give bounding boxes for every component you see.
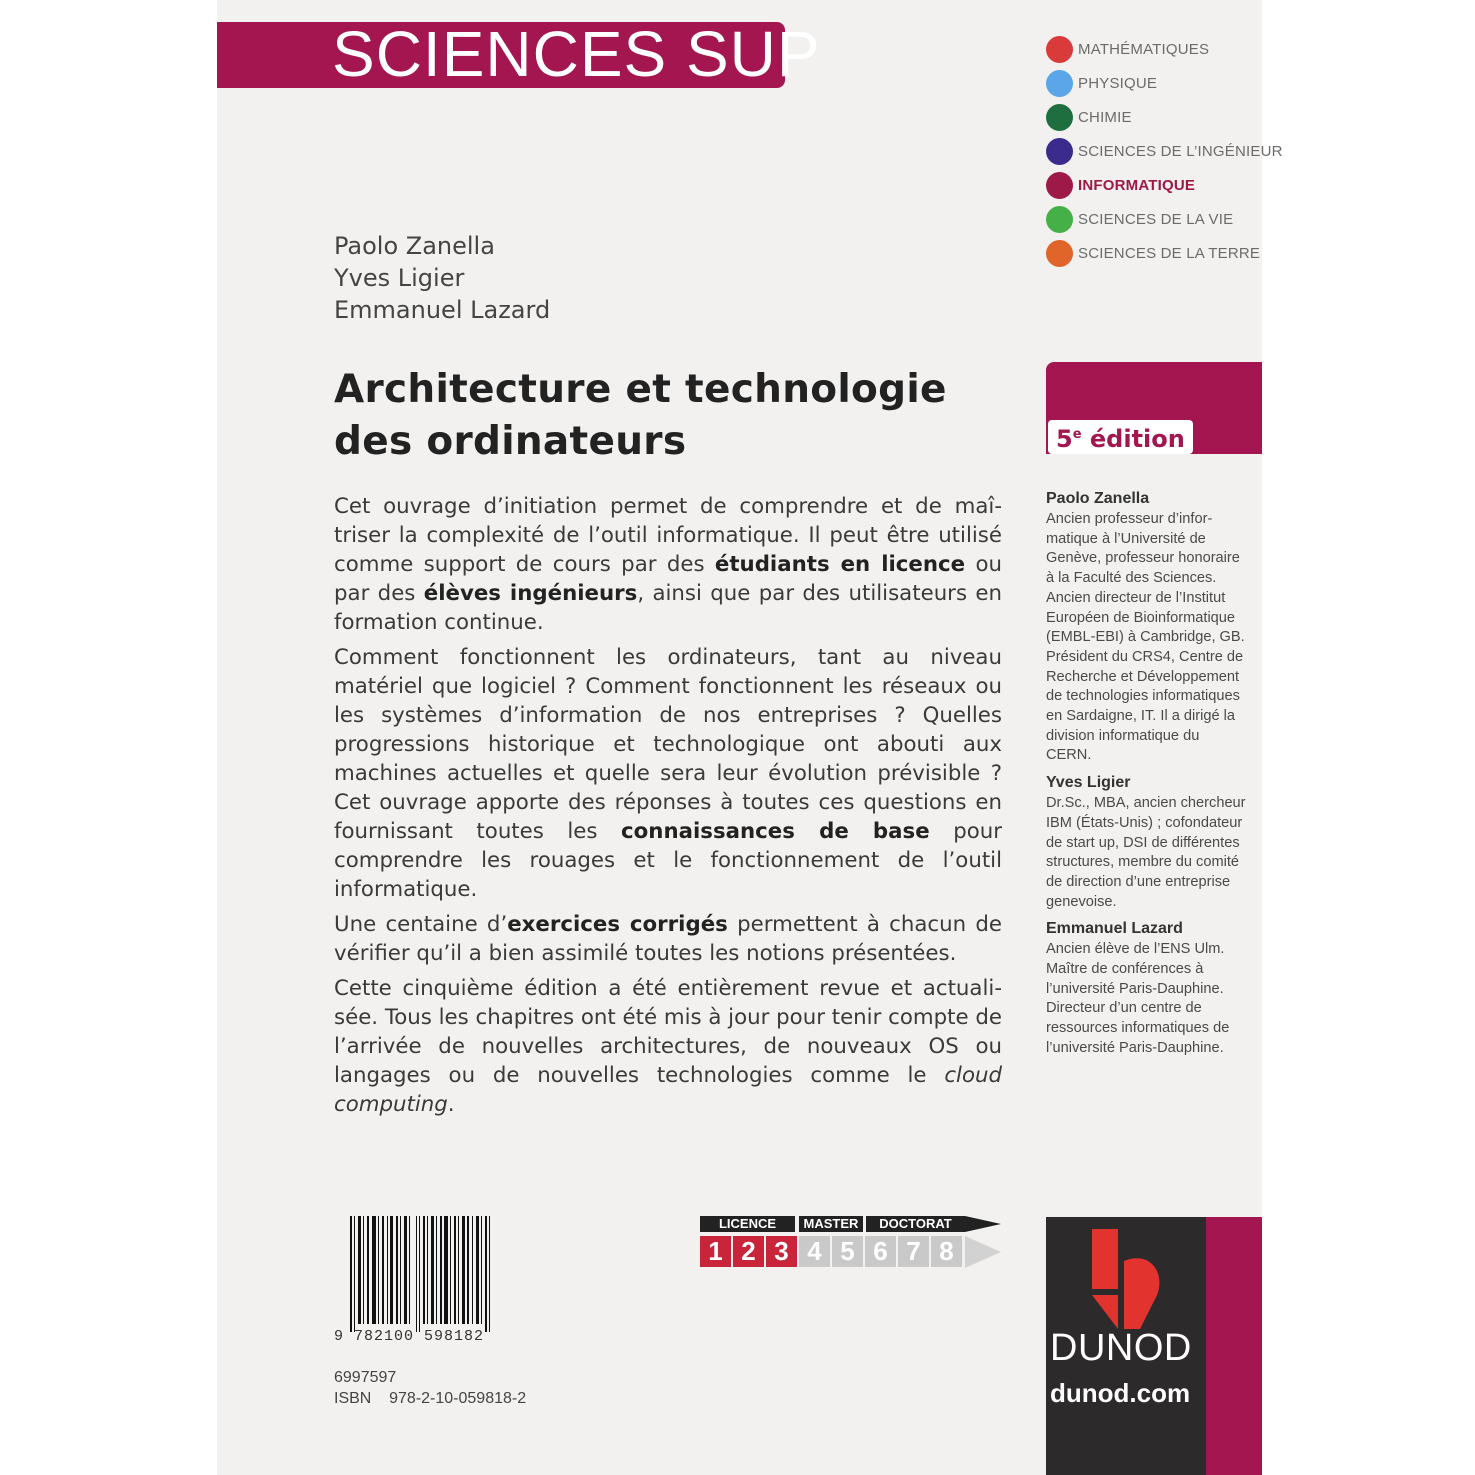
barcode	[348, 1216, 492, 1332]
title-line: Architecture et technologie	[334, 367, 947, 412]
discipline-label: MATHÉMATIQUES	[1078, 40, 1210, 58]
discipline-label: CHIMIE	[1078, 108, 1132, 126]
discipline-item	[1046, 236, 1283, 270]
bold-run: étudiants en licence	[714, 552, 966, 577]
bold-run: exercices corrigés	[507, 912, 728, 937]
dunod-logo-icon	[1084, 1229, 1168, 1333]
level-number: 3	[766, 1236, 797, 1267]
paragraph	[334, 910, 1002, 968]
discipline-item	[1046, 202, 1283, 236]
title-line: des ordinateurs	[334, 419, 687, 464]
level-number: 7	[898, 1236, 929, 1267]
bio-text: Ancien élève de l’ENS Ulm. Maître de conférences à l’université Paris-Dauphine. Directeur d’un centre de ressources informatiques de l’université Paris-Dauphine.	[1046, 941, 1230, 1056]
level-number: 5	[832, 1236, 863, 1267]
publisher-url[interactable]: dunod.com	[1050, 1378, 1191, 1408]
level-number: 2	[733, 1236, 764, 1267]
italic-run: cloud computing	[334, 1063, 1002, 1117]
discipline-label: INFORMATIQUE	[1078, 176, 1196, 194]
text-run: .	[447, 1092, 455, 1117]
doctorat-label: DOCTORAT	[866, 1216, 965, 1232]
discipline-label: SCIENCES DE LA TERRE	[1078, 244, 1261, 262]
book-title	[334, 364, 947, 468]
edition-number: 5	[1056, 425, 1073, 453]
bio-name: Paolo Zanella	[1046, 490, 1150, 507]
level-number: 4	[799, 1236, 830, 1267]
internal-code: 6997597	[334, 1369, 397, 1386]
bold-run: élèves ingénieurs	[423, 581, 638, 606]
discipline-dot-icon	[1046, 172, 1073, 199]
discipline-dot-icon	[1046, 206, 1073, 233]
text-run: Cet ouvrage d’initiation permet de comprendre et de maîtriser la complexité de l’outil informatique. Il peut être utilisé comme support de cours par des	[334, 494, 1002, 577]
edition-superscript: e	[1072, 427, 1082, 442]
bio-name: Yves Ligier	[1046, 774, 1131, 792]
paragraph	[334, 974, 1002, 1119]
bio-text: Dr.Sc., MBA, ancien chercheur IBM (États-Unis) ; cofondateur de start up, DSI de différentes structures, membre du comité de direction d’une entreprise genevoise.	[1046, 795, 1246, 910]
book-description	[334, 492, 1002, 1125]
bio-text: Ancien professeur d’informatique à l’Université de Genève, professeur honoraire à la Faculté des Sciences. Ancien directeur de l’Institut Européen de Bioinformatique (EMBL-EBI) à Cambridge, GB. Président du CRS4, Centre de Recherche et Développement de technologies informatiques en Sardaigne, IT. Il a dirigé la division informatique du CERN.	[1046, 511, 1245, 764]
publisher-name: DUNOD	[1050, 1327, 1192, 1369]
author-name: Paolo Zanella	[334, 232, 495, 260]
text-run: ou par des	[334, 552, 1002, 606]
discipline-label: SCIENCES DE L’INGÉNIEUR	[1078, 142, 1283, 160]
text-run: Comment fonctionnent les ordinateurs, tant au niveau matériel que logiciel ? Comment fonctionnent les réseaux ou les systèmes d’information de nos entreprises ? Quelles progressions historique et technologique ont abouti aux machines actuelles et quelle sera leur évolution prévisible ? Cet ouvrage apporte des réponses à toutes ces questions en fournissant toutes les	[334, 645, 1002, 844]
discipline-item-active	[1046, 168, 1283, 202]
discipline-item	[1046, 100, 1283, 134]
edition-badge	[1048, 420, 1193, 454]
paragraph	[334, 492, 1002, 637]
barcode-number: 9 782100 598182	[334, 1328, 485, 1345]
author-bios	[1046, 488, 1246, 1063]
level-number: 8	[931, 1236, 962, 1267]
series-title: SCIENCES SUP	[332, 18, 821, 90]
text-run: permettent à chacun de vérifier qu’il a bien assimilé toutes les notions présentées.	[334, 912, 1002, 966]
discipline-dot-icon	[1046, 240, 1073, 267]
discipline-list	[1046, 32, 1283, 270]
master-label: MASTER	[799, 1216, 863, 1232]
bold-run: connaissances de base	[621, 819, 930, 844]
discipline-item	[1046, 32, 1283, 66]
text-run: Cette cinquième édition a été entièrement revue et actualisée. Tous les chapitres ont été mis à jour pour tenir compte de l’arrivée de nouvelles architectures, de nouveaux OS ou langages ou de nouvelles technologies comme le	[334, 976, 1002, 1088]
level-number: 6	[865, 1236, 896, 1267]
bio-name: Emmanuel Lazard	[1046, 920, 1183, 938]
text-run: pour comprendre les rouages et le fonctionnement de l’outil informatique.	[334, 819, 1002, 902]
discipline-label: SCIENCES DE LA VIE	[1078, 210, 1234, 228]
arrow-head-icon	[965, 1216, 1003, 1272]
product-codes	[334, 1367, 526, 1409]
discipline-dot-icon	[1046, 104, 1073, 131]
edition-word: édition	[1089, 425, 1185, 453]
author-name: Emmanuel Lazard	[334, 296, 551, 324]
text-run: Une centaine d’	[334, 912, 508, 937]
level-number: 1	[700, 1236, 731, 1267]
discipline-item	[1046, 134, 1283, 168]
discipline-item	[1046, 66, 1283, 100]
isbn: ISBN 978-2-10-059818-2	[334, 1390, 527, 1407]
discipline-dot-icon	[1046, 138, 1073, 165]
discipline-label: PHYSIQUE	[1078, 74, 1158, 92]
licence-label: LICENCE	[700, 1216, 795, 1232]
author-name: Yves Ligier	[334, 264, 465, 292]
discipline-dot-icon	[1046, 70, 1073, 97]
author-list	[334, 230, 550, 326]
paragraph	[334, 643, 1002, 904]
discipline-dot-icon	[1046, 36, 1073, 63]
text-run: , ainsi que par des utilisateurs en formation continue.	[334, 581, 1002, 635]
